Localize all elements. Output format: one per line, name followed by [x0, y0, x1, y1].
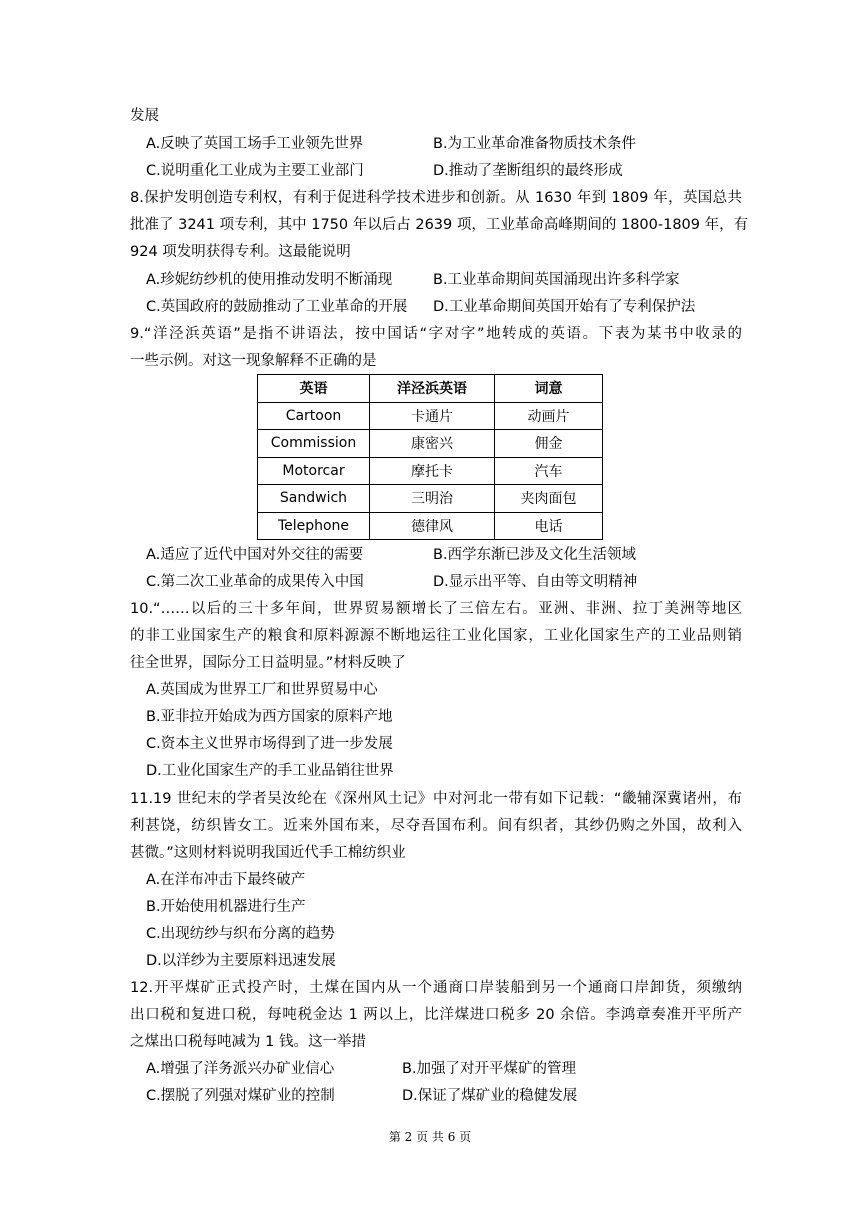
- table-row: [258, 512, 603, 540]
- q10-option-a: A.英国成为世界工厂和世界贸易中心: [146, 682, 378, 698]
- q10-stem-line-1: 10.“……以后的三十多年间，世界贸易额增长了三倍左右。亚洲、非洲、拉丁美洲等地区: [130, 601, 742, 617]
- table-header-row: [258, 375, 603, 403]
- table-cell-meaning: 电话: [495, 512, 603, 540]
- q12-option-c: C.摆脱了列强对煤矿业的控制: [146, 1088, 335, 1104]
- table-header-pidgin: 洋泾浜英语: [370, 375, 495, 403]
- q11-stem-line-2: 利甚饶，纺织皆女工。近来外国布来，尽夺吾国布利。间有织者，其纱仍购之外国，故利入: [130, 818, 742, 834]
- q11-option-a: A.在洋布冲击下最终破产: [146, 872, 306, 888]
- table-cell-pidgin: 卡通片: [370, 402, 495, 430]
- q11-option-d: D.以洋纱为主要原料迅速发展: [146, 953, 336, 969]
- q12-stem-line-1: 12.开平煤矿正式投产时，土煤在国内从一个通商口岸装船到另一个通商口岸卸货，须缴纳: [130, 980, 742, 996]
- table-cell-meaning: 夹肉面包: [495, 485, 603, 513]
- q8-option-c: C.英国政府的鼓励推动了工业革命的开展: [146, 299, 408, 315]
- table-row: [258, 457, 603, 485]
- q9-stem-line-1: 9.“洋泾浜英语”是指不讲语法，按中国话“字对字”地转成的英语。下表为某书中收录的: [130, 326, 742, 342]
- q7-option-d: D.推动了垄断组织的最终形成: [433, 163, 623, 179]
- table-cell-pidgin: 三明治: [370, 485, 495, 513]
- q10-option-c: C.资本主义世界市场得到了进一步发展: [146, 736, 393, 752]
- q7-option-a: A.反映了英国工场手工业领先世界: [146, 136, 364, 152]
- q12-stem-line-2: 出口税和复进口税，每吨税金达 1 两以上，比洋煤进口税多 20 余倍。李鸿章奏准开平所产: [130, 1007, 742, 1023]
- q7-option-b: B.为工业革命准备物质技术条件: [433, 136, 637, 152]
- q12-stem-line-3: 之煤出口税每吨减为 1 钱。这一举措: [130, 1034, 366, 1050]
- table-header-english: 英语: [258, 375, 370, 403]
- q8-stem-line-2: 批准了 3241 项专利，其中 1750 年以后占 2639 项，工业革命高峰期间的 1800-1809 年，有: [130, 217, 749, 233]
- table-row: [258, 402, 603, 430]
- q9-stem-line-2: 一些示例。对这一现象解释不正确的是: [130, 353, 377, 369]
- q11-option-c: C.出现纺纱与织布分离的趋势: [146, 926, 335, 942]
- table-cell-meaning: 汽车: [495, 457, 603, 485]
- q8-stem-line-3: 924 项发明获得专利。这最能说明: [130, 244, 351, 260]
- table-row: [258, 485, 603, 513]
- table-cell-meaning: 动画片: [495, 402, 603, 430]
- q10-stem-line-3: 往全世界，国际分工日益明显。”材料反映了: [130, 655, 406, 671]
- q9-option-c: C.第二次工业革命的成果传入中国: [146, 574, 364, 590]
- table-cell-pidgin: 康密兴: [370, 430, 495, 458]
- table-cell-english: Motorcar: [258, 457, 370, 485]
- table-cell-english: Commission: [258, 430, 370, 458]
- q12-option-b: B.加强了对开平煤矿的管理: [402, 1061, 577, 1077]
- q12-option-a: A.增强了洋务派兴办矿业信心: [146, 1061, 335, 1077]
- q7-continuation: 发展: [130, 108, 159, 124]
- table-cell-meaning: 佣金: [495, 430, 603, 458]
- q9-option-d: D.显示出平等、自由等文明精神: [433, 574, 638, 590]
- q11-option-b: B.开始使用机器进行生产: [146, 899, 306, 915]
- q8-option-a: A.珍妮纺纱机的使用推动发明不断涌现: [146, 272, 393, 288]
- page-number-footer: 第 2 页 共 6 页: [388, 1130, 472, 1144]
- q7-option-c: C.说明重化工业成为主要工业部门: [146, 163, 364, 179]
- pidgin-english-table: [257, 374, 603, 540]
- q12-option-d: D.保证了煤矿业的稳健发展: [402, 1088, 578, 1104]
- q10-option-b: B.亚非拉开始成为西方国家的原料产地: [146, 709, 393, 725]
- q9-option-b: B.西学东渐已涉及文化生活领域: [433, 547, 637, 563]
- q11-stem-line-1: 11.19 世纪末的学者吴汝纶在《深州风土记》中对河北一带有如下记载：“畿辅深冀诸州，布: [130, 791, 742, 807]
- table-cell-english: Telephone: [258, 512, 370, 540]
- table-cell-pidgin: 德律风: [370, 512, 495, 540]
- table-header-meaning: 词意: [495, 375, 603, 403]
- q10-option-d: D.工业化国家生产的手工业品销往世界: [146, 763, 394, 779]
- q11-stem-line-3: 甚微。”这则材料说明我国近代手工棉纺织业: [130, 845, 406, 861]
- q8-option-d: D.工业革命期间英国开始有了专利保护法: [433, 299, 696, 315]
- q10-stem-line-2: 的非工业国家生产的粮食和原料源源不断地运往工业化国家，工业化国家生产的工业品则销: [130, 628, 742, 644]
- table-cell-english: Sandwich: [258, 485, 370, 513]
- table-cell-english: Cartoon: [258, 402, 370, 430]
- q8-option-b: B.工业革命期间英国涌现出许多科学家: [433, 272, 680, 288]
- table-cell-pidgin: 摩托卡: [370, 457, 495, 485]
- q9-option-a: A.适应了近代中国对外交往的需要: [146, 547, 364, 563]
- table-row: [258, 430, 603, 458]
- q8-stem-line-1: 8.保护发明创造专利权，有利于促进科学技术进步和创新。从 1630 年到 1809 年，英国总共: [130, 190, 742, 206]
